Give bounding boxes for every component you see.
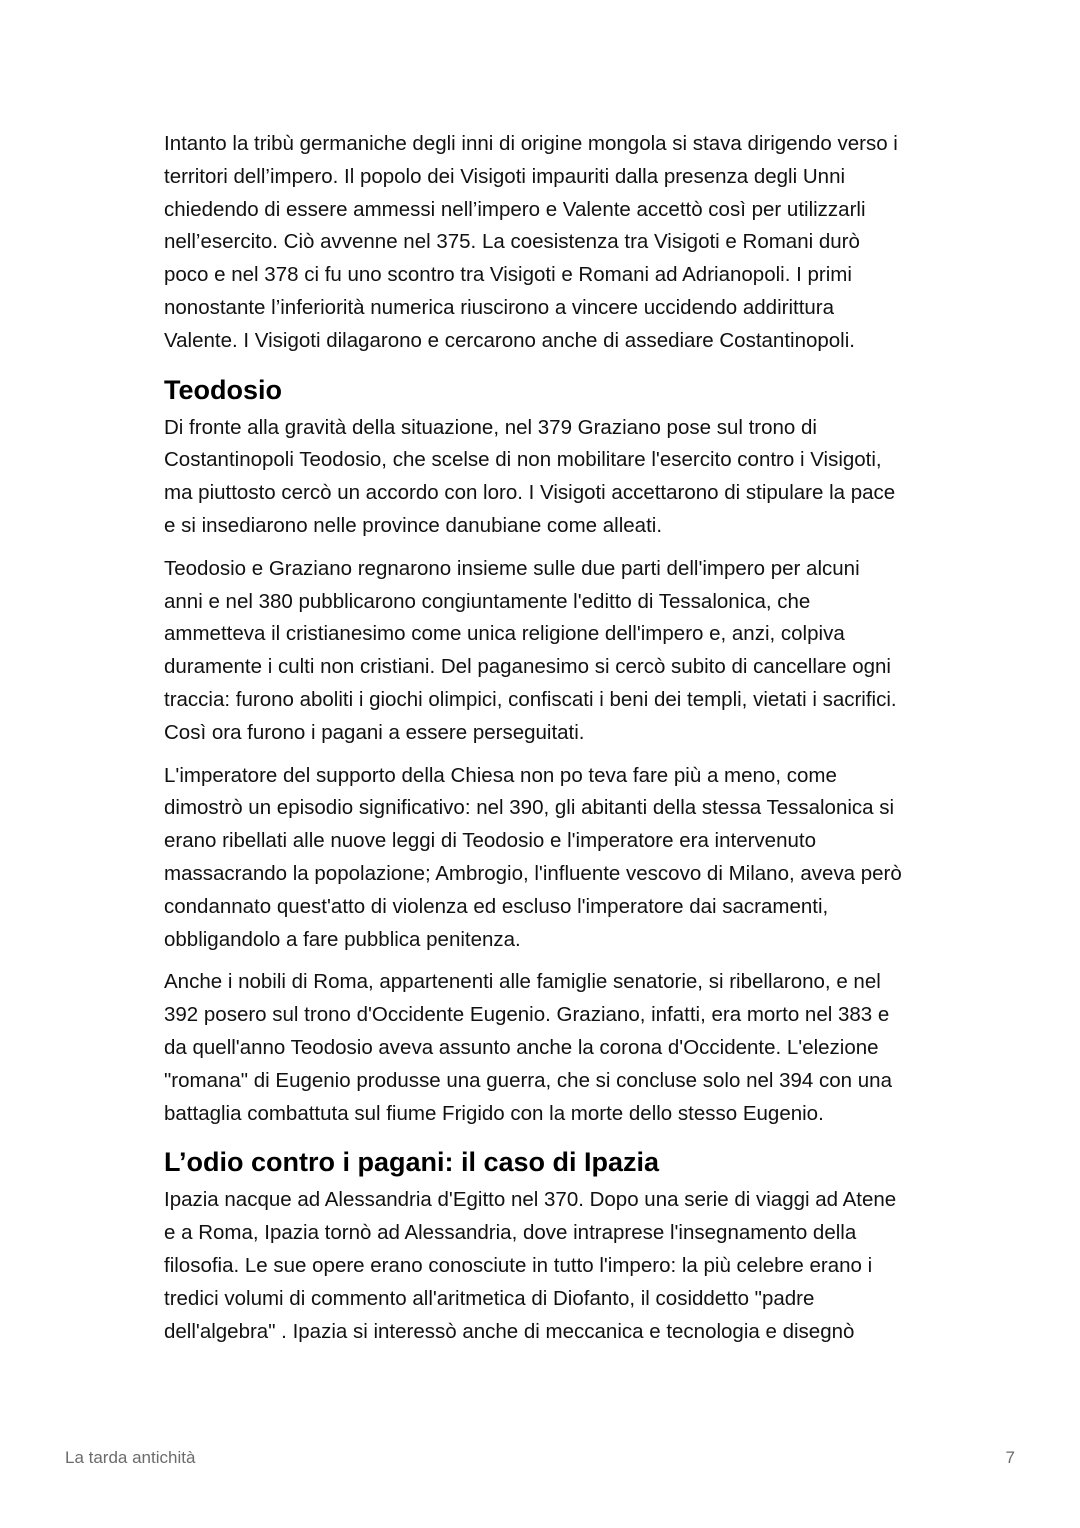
paragraph-visigoti: Intanto la tribù germaniche degli inni di origine mongola si stava dirigendo verso i territori dell’impero. Il popolo dei Visigoti impauriti dalla presenza degli Unni chiedendo di essere ammessi nell’impero e Valente accettò così per utilizzarli nell’esercito. Ciò avvenne nel 375. La coesistenza tra Visigoti e Romani durò poco e nel 378 ci fu uno scontro tra Visigoti e Romani ad Adrianopoli. I primi nonostante l’inferiorità numerica riuscirono a vincere uccidendo addirittura Valente. I Visigoti dilagarono e cercarono anche di assediare Costantinopoli. [164, 132, 898, 352]
footer-page-number: 7 [1005, 1448, 1015, 1467]
footer-document-title: La tarda antichità [65, 1448, 196, 1467]
heading-ipazia: L’odio contro i pagani: il caso di Ipazia [164, 1147, 660, 1178]
paragraph-ipazia: Ipazia nacque ad Alessandria d'Egitto nel 370. Dopo una serie di viaggi ad Atene e a Roma, Ipazia tornò ad Alessandria, dove intraprese l'insegnamento della filosofia. Le sue opere erano conosciute in tutto l'impero: la più celebre erano i tredici volumi di commento all'aritmetica di Diofanto, il cosiddetto "padre dell'algebra" . Ipazia si interessò anche di meccanica e tecnologia e disegnò [164, 1188, 897, 1343]
paragraph-ambrogio: L'imperatore del supporto della Chiesa non po teva fare più a meno, come dimostrò un episodio significativo: nel 390, gli abitanti della stessa Tessalonica si erano ribellati alle nuove leggi di Teodosio e l'imperatore era intervenuto massacrando la popolazione; Ambrogio, l'influente vescovo di Milano, aveva però condannato quest'atto di violenza ed escluso l'imperatore dai sacramenti, obbligandolo a fare pubblica penitenza. [164, 763, 902, 951]
paragraph-graziano: Di fronte alla gravità della situazione, nel 379 Graziano pose sul trono di Costantinopoli Teodosio, che scelse di non mobilitare l'esercito contro i Visigoti, ma piuttosto cercò un accordo con loro. I Visigoti accettarono di stipulare la pace e si insediarono nelle province danubiane come alleati. [164, 415, 896, 537]
paragraph-editto-tessalonica: Teodosio e Graziano regnarono insieme sulle due parti dell'impero per alcuni anni e nel 380 pubblicarono congiuntamente l'editto di Tessalonica, che ammetteva il cristianesimo come unica religione dell'impero e, anzi, colpiva duramente i culti non cristiani. Del paganesimo si cercò subito di cancellare ogni traccia: furono aboliti i giochi olimpici, confiscati i beni dei templi, vietati i sacrifici. Così ora furono i pagani a essere perseguitati. [164, 556, 897, 744]
page-content [164, 128, 964, 1358]
paragraph-eugenio: Anche i nobili di Roma, appartenenti alle famiglie senatorie, si ribellarono, e nel 392 posero sul trono d'Occidente Eugenio. Graziano, infatti, era morto nel 383 e da quell'anno Teodosio aveva assunto anche la corona d'Occidente. L'elezione "romana" di Eugenio produsse una guerra, che si concluse solo nel 394 con una battaglia combattuta sul fiume Frigido con la morte dello stesso Eugenio. [164, 970, 892, 1125]
heading-teodosio: Teodosio [164, 374, 282, 405]
